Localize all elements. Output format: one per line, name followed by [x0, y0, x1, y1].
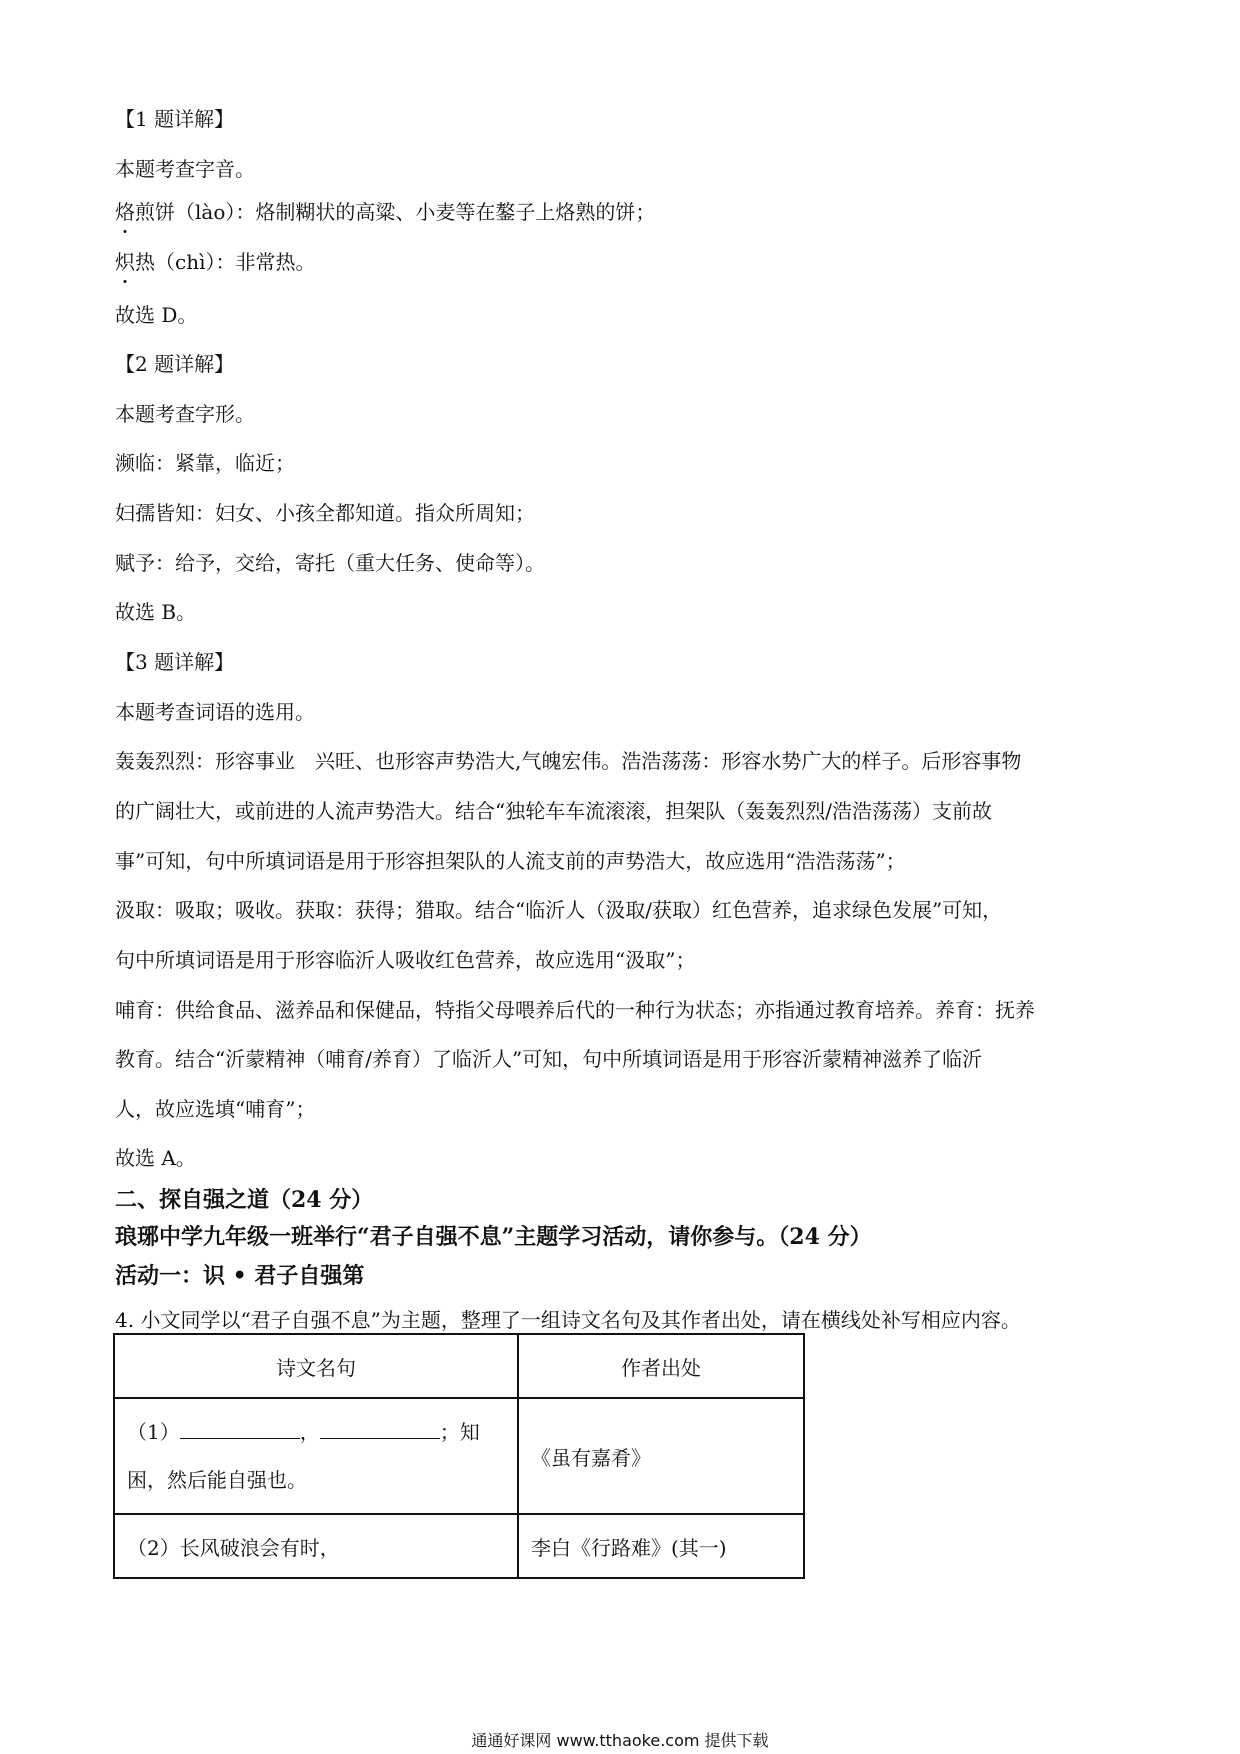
row1-end: ；知: [439, 1420, 480, 1444]
text-line-l8: 赋予：给予，交给，寄托（重大任务、使命等）。: [115, 551, 545, 575]
table-row: [114, 1514, 804, 1578]
blank-1[interactable]: [180, 1420, 300, 1439]
row2-quote: （2）长风破浪会有时，: [114, 1514, 518, 1578]
text-line-l15: 句中所填词语是用于形容临沂人吸收红色营养，故应选用“汲取”；: [115, 948, 696, 972]
text-line-l16: 哺育：供给食品、滋养品和保健品，特指父母喂养后代的一种行为状态；亦指通过教育培养。养育：抚养: [115, 998, 1035, 1022]
text-line-l7: 妇孺皆知：妇女、小孩全都知道。指众所周知；: [115, 501, 535, 525]
emphasis-char: 炽: [115, 250, 135, 274]
text-line-l14: 汲取：吸取；吸收。获取：获得；猎取。结合“临沂人（汲取/获取）红色营养，追求绿色发展”可知，: [115, 898, 1003, 922]
text-line-l12: 的广阔壮大，或前进的人流声势浩大。结合“独轮车车流滚滚，担架队（轰轰烈烈/浩浩荡荡）支前故: [115, 799, 992, 823]
text-line-l3a: 炽热（chì）：非常热。: [115, 250, 316, 274]
header-source: 作者出处: [518, 1334, 804, 1398]
row2-source: 李白《行路难》(其一): [518, 1514, 804, 1578]
section-heading-b2: 琅琊中学九年级一班举行“君子自强不息”主题学习活动，请你参与。（24 分）: [115, 1224, 872, 1250]
text-line-h2: 【2 题详解】: [115, 352, 235, 376]
table-row: [114, 1398, 804, 1514]
text-line-h3: 【3 题详解】: [115, 650, 235, 674]
text-line-h1: 【1 题详解】: [115, 107, 235, 131]
table-header-row: [114, 1334, 804, 1398]
text-line-l5: 本题考查字形。: [115, 402, 255, 426]
header-quote: 诗文名句: [114, 1334, 518, 1398]
text-line-l17: 教育。结合“沂蒙精神（哺育/养育）了临沂人”可知，句中所填词语是用于形容沂蒙精神滋养了临沂: [115, 1047, 983, 1071]
text-line-l4: 故选 D。: [115, 303, 198, 327]
blank-2[interactable]: [320, 1420, 440, 1439]
page-footer: 通通好课网 www.tthaoke.com 提供下载: [471, 1731, 769, 1750]
text-line-l1: 本题考查字音。: [115, 157, 255, 181]
section-heading-b1: 二、探自强之道（24 分）: [115, 1187, 374, 1213]
text-line-l18: 人，故应选填“哺育”；: [115, 1097, 316, 1121]
row1-quote: [114, 1398, 518, 1514]
row1-line2: 困，然后能自强也。: [127, 1468, 307, 1492]
quote-table: [113, 1333, 805, 1579]
row1-num: （1）: [127, 1420, 180, 1444]
text-line-l6: 濒临：紧靠，临近；: [115, 451, 295, 475]
text-line-l11: 轰轰烈烈：形容事业 兴旺、也形容声势浩大,气魄宏伟。浩浩荡荡：形容水势广大的样子。后形容事物: [115, 749, 1022, 773]
section-heading-b3: 活动一：识 • 君子自强第: [115, 1263, 365, 1289]
emphasis-char: 烙: [115, 200, 135, 224]
text-line-l10: 本题考查词语的选用。: [115, 700, 315, 724]
text-line-l9: 故选 B。: [115, 600, 197, 624]
text-line-l13: 事”可知，句中所填词语是用于形容担架队的人流支前的声势浩大，故应选用“浩浩荡荡”；: [115, 849, 906, 873]
row1-sep: ，: [299, 1420, 320, 1444]
text-line-l19: 故选 A。: [115, 1146, 196, 1170]
question-4: 4. 小文同学以“君子自强不息”为主题，整理了一组诗文名句及其作者出处，请在横线处补写相应内容。: [115, 1308, 1021, 1332]
row1-source: 《虽有嘉肴》: [518, 1398, 804, 1514]
text-line-l2a: 烙煎饼（lào）：烙制糊状的高粱、小麦等在鏊子上烙熟的饼；: [115, 200, 656, 224]
